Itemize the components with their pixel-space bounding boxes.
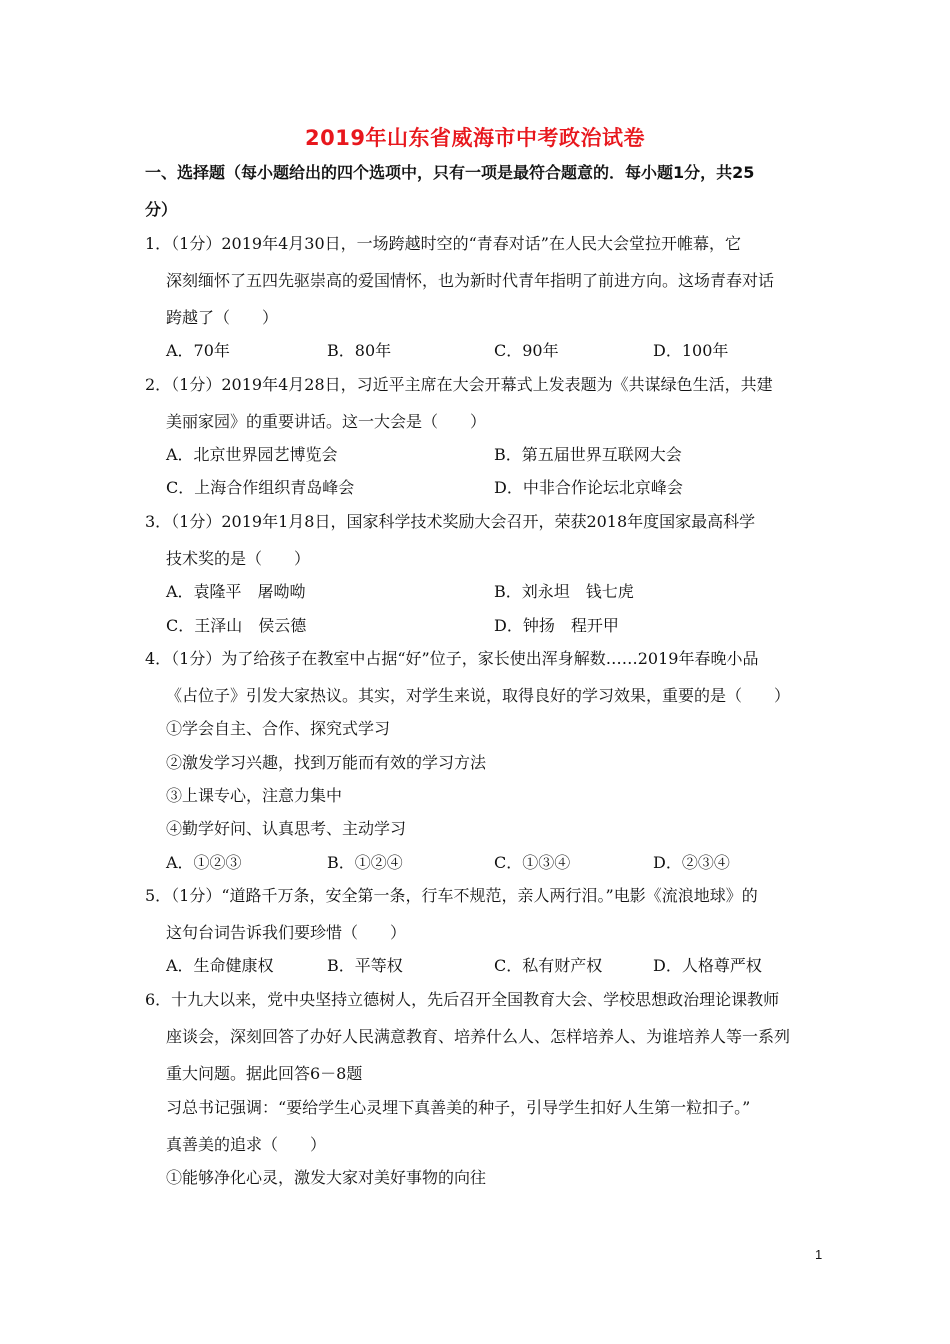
q4-option-c[interactable]: C．①③④ [494,853,571,872]
q5-line1: 5．（1分）“道路千万条，安全第一条，行车不规范，亲人两行泪。”电影《流浪地球》的 [145,886,758,905]
q3-option-d[interactable]: D．钟扬 程开甲 [494,616,619,635]
page-title: 2019年山东省威海市中考政治试卷 [305,126,645,150]
q1-option-c[interactable]: C．90年 [494,341,559,360]
q1-line3: 跨越了（ ） [166,308,279,327]
q6-line4: 习总书记强调：“要给学生心灵埋下真善美的种子，引导学生扣好人生第一粒扣子。” [166,1098,751,1117]
q6-line5: 真善美的追求（ ） [166,1135,327,1154]
section-heading-line1: 一、选择题（每小题给出的四个选项中，只有一项是最符合题意的．每小题1分，共25 [145,163,755,182]
q1-line2: 深刻缅怀了五四先驱崇高的爱国情怀，也为新时代青年指明了前进方向。这场青春对话 [166,271,775,290]
q3-option-a[interactable]: A．袁隆平 屠呦呦 [166,582,306,601]
q1-line1: 1．（1分）2019年4月30日，一场跨越时空的“青春对话”在人民大会堂拉开帷幕，它 [145,234,741,253]
q4-statement-3: ③上课专心，注意力集中 [166,786,343,805]
q6-statement-1: ①能够净化心灵，激发大家对美好事物的向往 [166,1168,487,1187]
q6-line2: 座谈会，深刻回答了办好人民满意教育、培养什么人、怎样培养人、为谁培养人等一系列 [166,1027,791,1046]
q5-option-a[interactable]: A．生命健康权 [166,956,274,975]
q2-option-d[interactable]: D．中非合作论坛北京峰会 [494,478,683,497]
q2-option-c[interactable]: C．上海合作组织青岛峰会 [166,478,355,497]
q4-option-a[interactable]: A．①②③ [166,853,242,872]
q3-option-b[interactable]: B．刘永坦 钱七虎 [494,582,634,601]
q2-option-b[interactable]: B．第五届世界互联网大会 [494,445,682,464]
q2-line1: 2．（1分）2019年4月28日，习近平主席在大会开幕式上发表题为《共谋绿色生活，共建 [145,375,773,394]
q1-option-a[interactable]: A．70年 [166,341,230,360]
q5-option-c[interactable]: C．私有财产权 [494,956,603,975]
page-number: 1 [815,1247,823,1262]
q3-line1: 3．（1分）2019年1月8日，国家科学技术奖励大会召开，荣获2018年度国家最高科学 [145,512,756,531]
q3-option-c[interactable]: C．王泽山 侯云德 [166,616,307,635]
q6-line1: 6．十九大以来，党中央坚持立德树人，先后召开全国教育大会、学校思想政治理论课教师 [145,990,780,1009]
q4-line1: 4．（1分）为了给孩子在教室中占据“好”位子，家长使出浑身解数……2019年春晚小品 [145,649,759,668]
q1-option-d[interactable]: D．100年 [653,341,729,360]
q1-option-b[interactable]: B．80年 [327,341,392,360]
q5-option-d[interactable]: D．人格尊严权 [653,956,762,975]
q3-line2: 技术奖的是（ ） [166,549,311,568]
q4-option-b[interactable]: B．①②④ [327,853,403,872]
q4-line2: 《占位子》引发大家热议。其实，对学生来说，取得良好的学习效果，重要的是（ ） [166,686,791,705]
q5-option-b[interactable]: B．平等权 [327,956,403,975]
q4-option-d[interactable]: D．②③④ [653,853,730,872]
q4-statement-1: ①学会自主、合作、探究式学习 [166,719,391,738]
q4-statement-2: ②激发学习兴趣，找到万能而有效的学习方法 [166,753,487,772]
q5-line2: 这句台词告诉我们要珍惜（ ） [166,923,407,942]
q2-line2: 美丽家园》的重要讲话。这一大会是（ ） [166,412,487,431]
q4-statement-4: ④勤学好问、认真思考、主动学习 [166,819,407,838]
q6-line3: 重大问题。据此回答6－8题 [166,1064,363,1083]
q2-option-a[interactable]: A．北京世界园艺博览会 [166,445,338,464]
section-heading-line2: 分） [145,200,178,219]
